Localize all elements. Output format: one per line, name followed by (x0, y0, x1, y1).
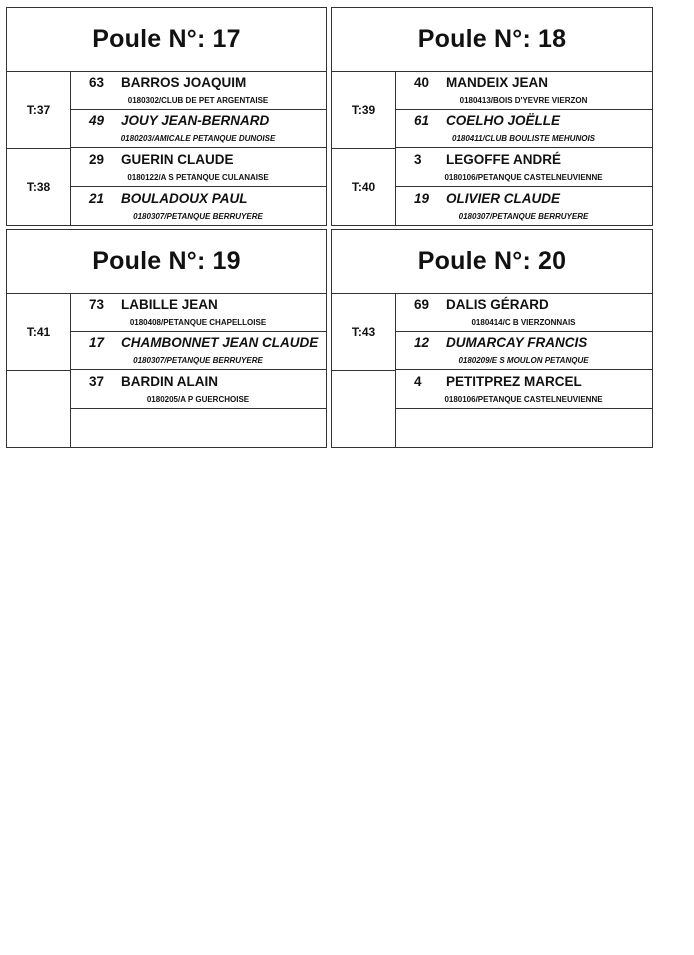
player-club: 0180203/AMICALE PETANQUE DUNOISE (120, 134, 276, 143)
player-slot (395, 331, 652, 370)
player-number: 49 (89, 113, 105, 128)
poule-17 (6, 7, 327, 226)
player-slot (395, 109, 652, 148)
match-label: T:41 (26, 324, 51, 339)
player-name: CHAMBONNET JEAN CLAUDE (121, 335, 319, 350)
player-name: LEGOFFE ANDRÉ (446, 152, 562, 167)
match-column (332, 71, 396, 225)
player-slot (70, 370, 326, 409)
player-number: 19 (414, 191, 430, 206)
player-slot (395, 187, 652, 226)
match-label (332, 370, 395, 447)
match-label: T:39 (351, 102, 376, 117)
player-club: 0180413/BOIS D'YEVRE VIERZON (459, 96, 588, 105)
player-club: 0180307/PETANQUE BERRUYERE (133, 356, 263, 365)
player-club: 0180307/PETANQUE BERRUYERE (458, 212, 589, 221)
player-slot (70, 293, 326, 332)
player-slot (70, 331, 326, 370)
player-club: 0180411/CLUB BOULISTE MEHUNOIS (452, 134, 595, 143)
player-slot-empty (70, 409, 326, 448)
player-club: 0180408/PETANQUE CHAPELLOISE (129, 318, 267, 327)
player-slot (70, 71, 326, 110)
player-number: 3 (414, 152, 422, 167)
poule-label: Poule N°: (417, 25, 531, 53)
poule-number: 18 (537, 25, 567, 53)
player-number: 21 (89, 191, 105, 206)
player-number: 73 (89, 297, 105, 312)
match-label: T:38 (7, 148, 70, 225)
match-label: T:40 (332, 148, 395, 225)
player-club: 0180307/PETANQUE BERRUYERE (133, 212, 263, 221)
player-name: DUMARCAY FRANCIS (446, 335, 588, 350)
poule-title (7, 8, 326, 72)
player-club: 0180414/C B VIERZONNAIS (471, 318, 576, 327)
player-slot (395, 370, 652, 409)
player-club: 0180122/A S PETANQUE CULANAISE (127, 173, 269, 182)
player-number: 4 (414, 374, 422, 389)
match-column (332, 293, 396, 447)
poule-label: Poule N°: (92, 25, 206, 53)
player-slot (395, 148, 652, 187)
player-number: 63 (89, 75, 105, 90)
player-name: LABILLE JEAN (121, 297, 218, 312)
poule-number: 20 (537, 247, 567, 275)
player-number: 69 (414, 297, 430, 312)
poule-18 (331, 7, 653, 226)
match-label: T:37 (26, 102, 51, 117)
player-name: BARDIN ALAIN (121, 374, 218, 389)
player-name: GUERIN CLAUDE (121, 152, 234, 167)
player-club: 0180302/CLUB DE PET ARGENTAISE (127, 96, 269, 105)
player-club: 0180106/PETANQUE CASTELNEUVIENNE (444, 395, 603, 404)
match-column (7, 71, 71, 225)
match-label: T:43 (351, 324, 376, 339)
player-number: 37 (89, 374, 105, 389)
poule-title (7, 230, 326, 294)
match-label (7, 370, 70, 447)
player-name: MANDEIX JEAN (446, 75, 549, 90)
poule-title (332, 8, 652, 72)
poule-number: 19 (212, 247, 241, 275)
player-number: 29 (89, 152, 105, 167)
player-slot (70, 109, 326, 148)
player-name: OLIVIER CLAUDE (446, 191, 561, 206)
poule-19 (6, 229, 327, 448)
player-name: COELHO JOËLLE (446, 113, 561, 128)
player-number: 40 (414, 75, 430, 90)
player-club: 0180209/E S MOULON PETANQUE (458, 356, 589, 365)
player-slot-empty (395, 409, 652, 448)
player-name: PETITPREZ MARCEL (446, 374, 582, 389)
player-name: BOULADOUX PAUL (121, 191, 248, 206)
player-name: DALIS GÉRARD (446, 297, 549, 312)
poule-label: Poule N°: (417, 247, 531, 275)
player-slot (395, 71, 652, 110)
player-club: 0180106/PETANQUE CASTELNEUVIENNE (444, 173, 603, 182)
match-column (7, 293, 71, 447)
player-number: 12 (414, 335, 430, 350)
poule-number: 17 (212, 25, 241, 53)
poule-label: Poule N°: (92, 247, 206, 275)
player-slot (70, 148, 326, 187)
player-name: JOUY JEAN-BERNARD (121, 113, 270, 128)
player-number: 17 (89, 335, 105, 350)
player-slot (70, 187, 326, 226)
player-number: 61 (414, 113, 430, 128)
poule-20 (331, 229, 653, 448)
player-name: BARROS JOAQUIM (121, 75, 247, 90)
poule-title (332, 230, 652, 294)
player-slot (395, 293, 652, 332)
player-club: 0180205/A P GUERCHOISE (146, 395, 250, 404)
